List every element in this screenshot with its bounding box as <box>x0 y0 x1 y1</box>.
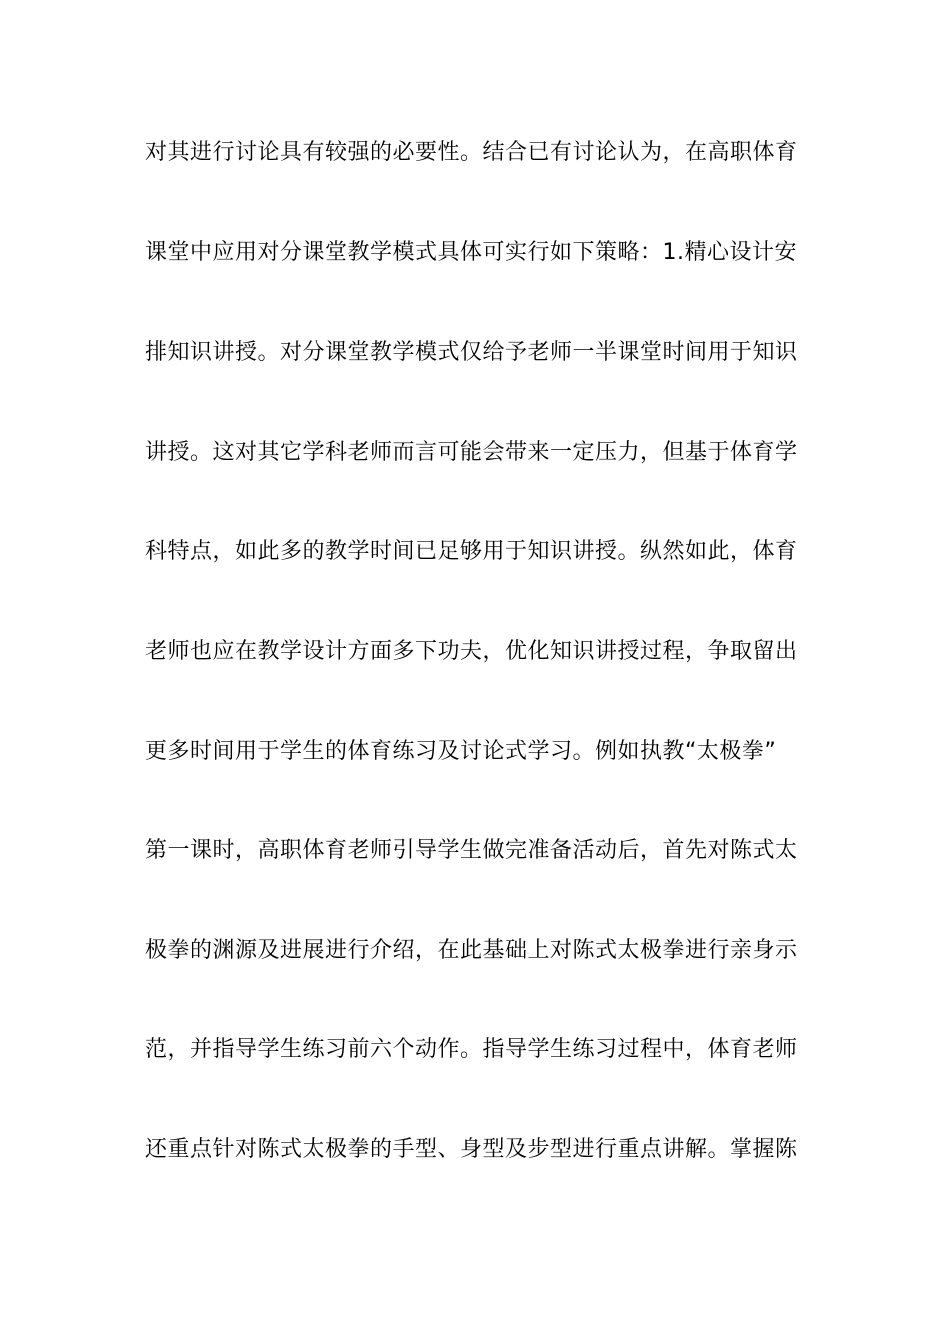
text-line: 课堂中应用对分课堂教学模式具体可实行如下策略：1.精心设计安 <box>145 240 797 265</box>
text-line: 还重点针对陈式太极拳的手型、身型及步型进行重点讲解。掌握陈 <box>145 1137 798 1162</box>
text-line: 科特点，如此多的教学时间已足够用于知识讲授。纵然如此，体育 <box>145 539 798 564</box>
text-line: 讲授。这对其它学科老师而言可能会带来一定压力，但基于体育学 <box>145 440 798 465</box>
text-line: 极拳的渊源及进展进行介绍，在此基础上对陈式太极拳进行亲身示 <box>145 938 798 963</box>
text-line: 第一课时，高职体育老师引导学生做完准备活动后，首先对陈式太 <box>145 838 798 863</box>
text-line: 范，并指导学生练习前六个动作。指导学生练习过程中，体育老师 <box>145 1037 798 1062</box>
text-line: 排知识讲授。对分课堂教学模式仅给予老师一半课堂时间用于知识 <box>145 340 798 365</box>
text-line: 更多时间用于学生的体育练习及讨论式学习。例如执教“太极拳” <box>145 739 777 764</box>
text-line: 老师也应在教学设计方面多下功夫，优化知识讲授过程，争取留出 <box>145 639 798 664</box>
text-line: 对其进行讨论具有较强的必要性。结合已有讨论认为，在高职体育 <box>145 140 798 165</box>
